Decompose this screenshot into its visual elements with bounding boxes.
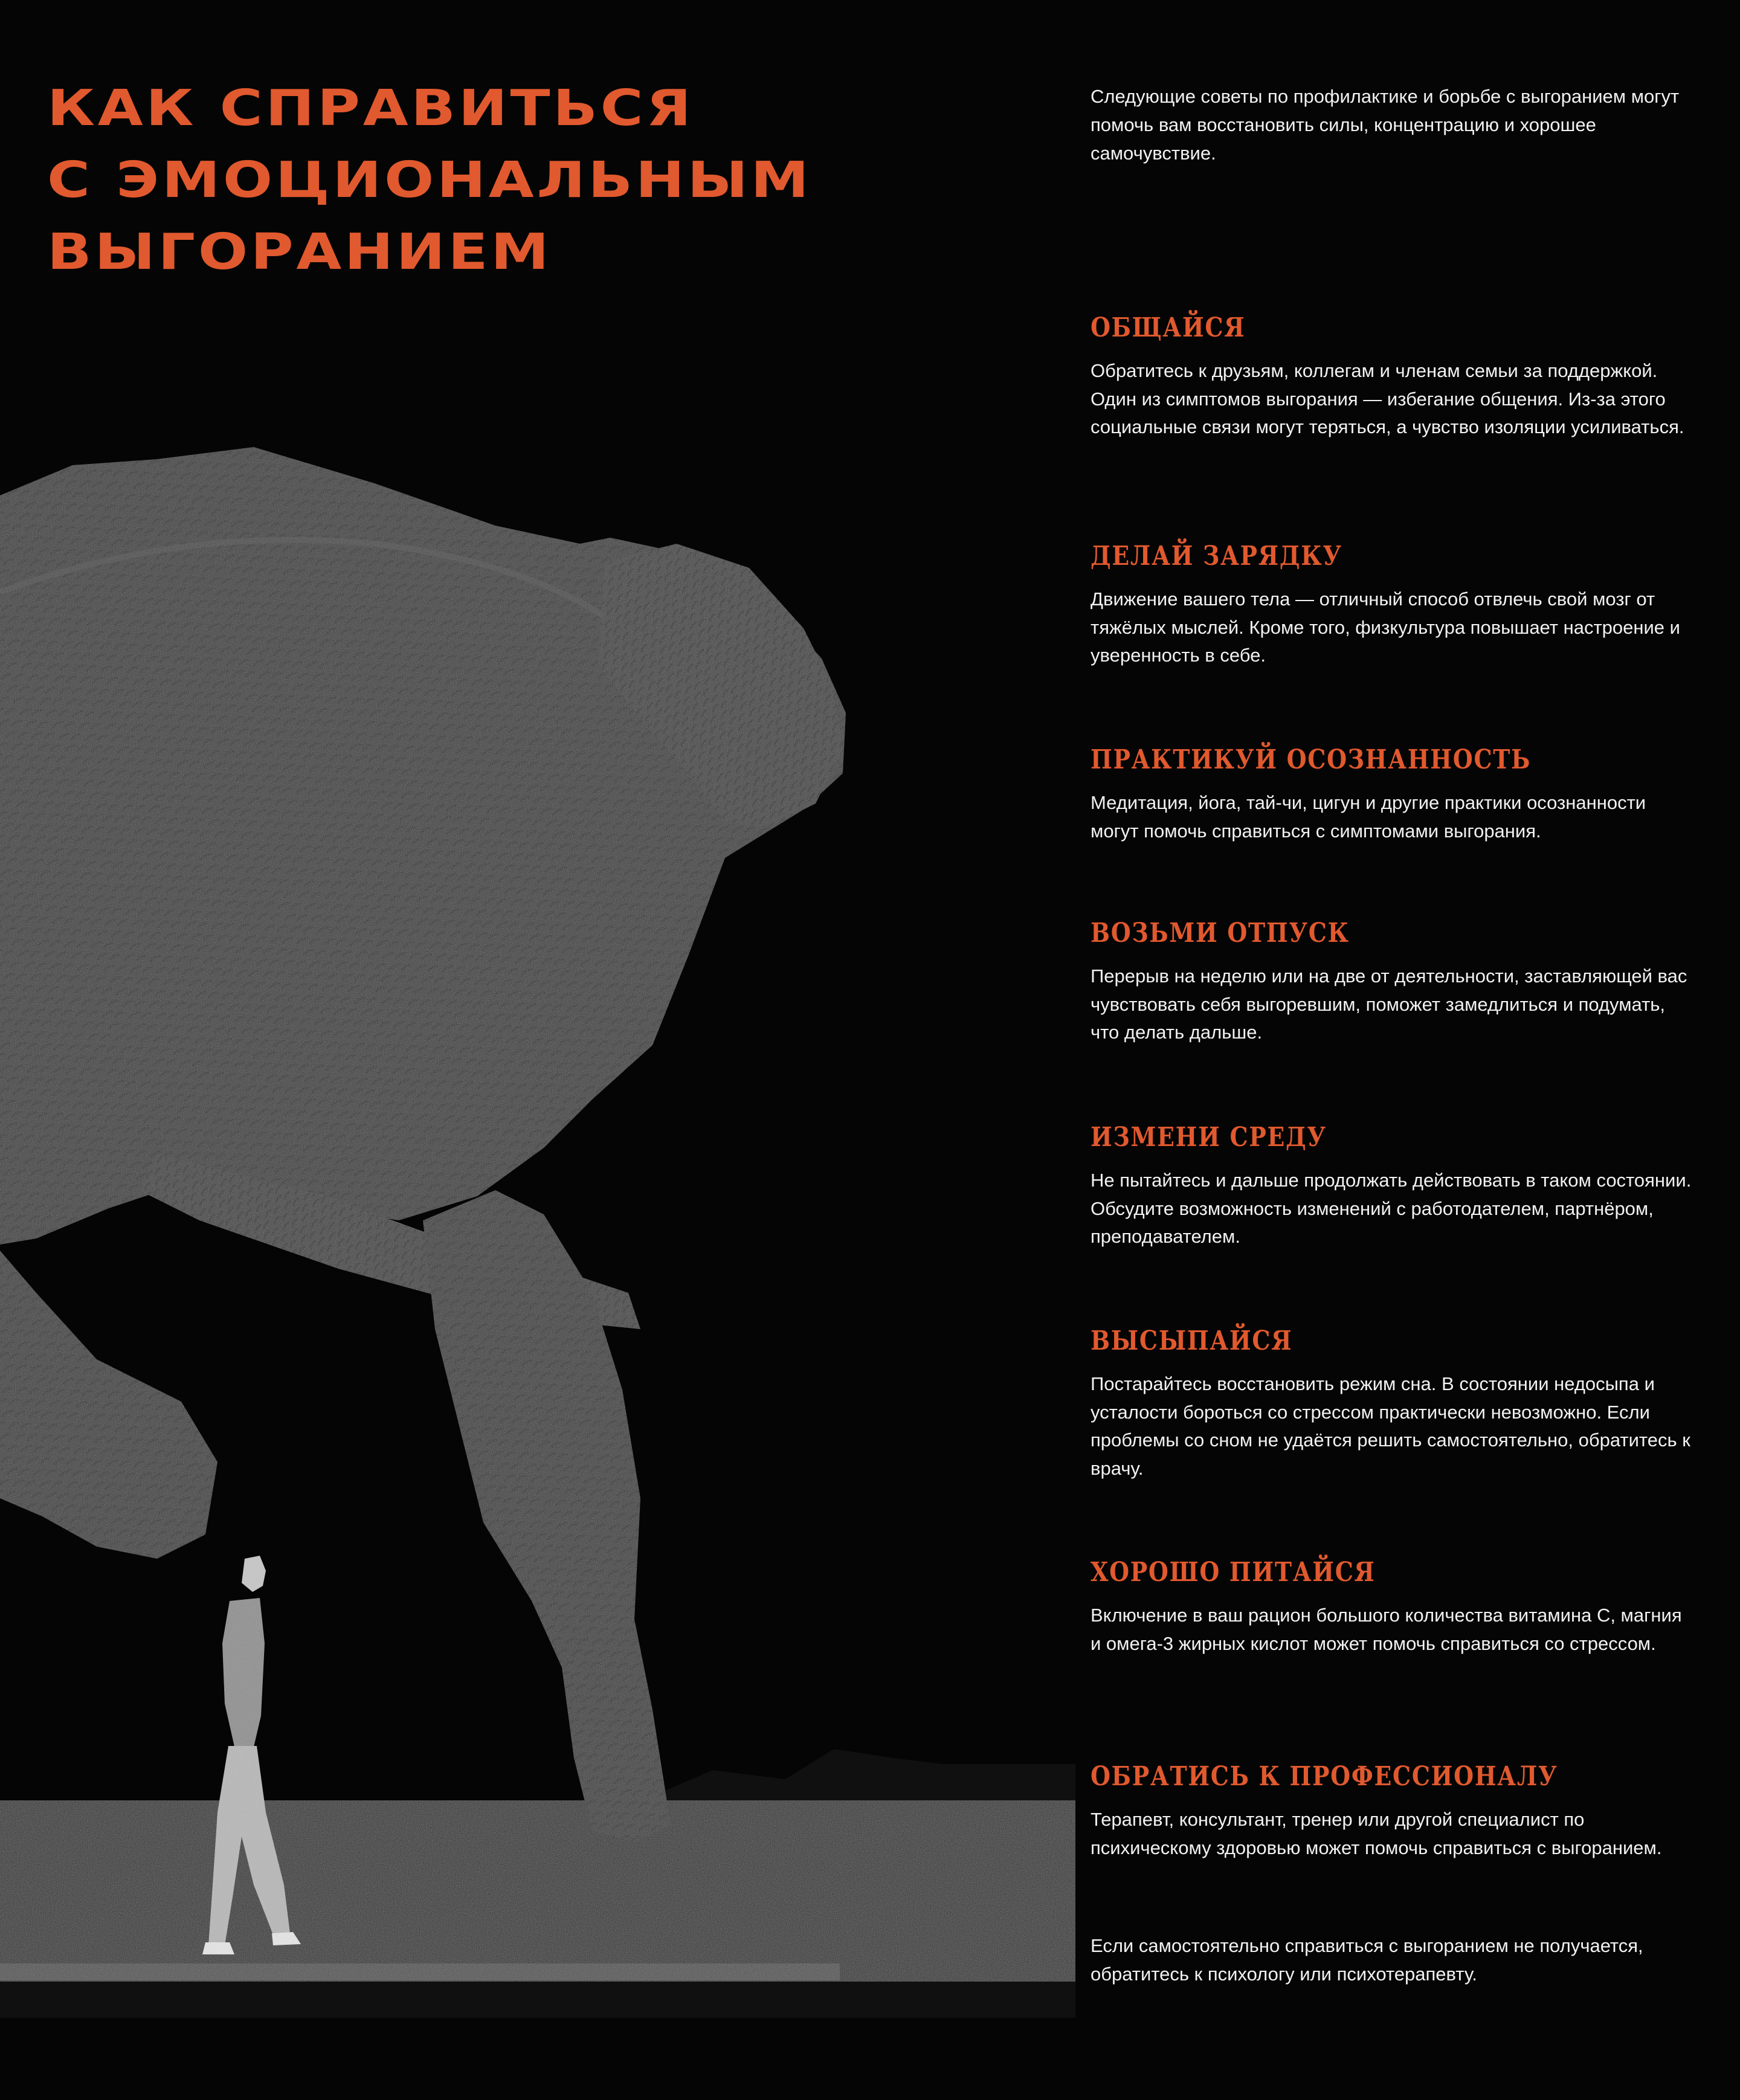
tip-nutrition (1091, 1556, 1695, 1658)
tip-heading: ОБРАТИСЬ К ПРОФЕССИОНАЛУ (1091, 1761, 1558, 1792)
giant-figure (0, 447, 846, 1843)
tip-communicate (1091, 311, 1695, 442)
ground (0, 1800, 1075, 1982)
tip-text: Включение в ваш рацион большого количества витамина С, магния и омега-3 жирных кислот может помочь справиться со стрессом. (1091, 1605, 1682, 1654)
tip-vacation (1091, 916, 1695, 1047)
ground-stripe (0, 1963, 840, 1980)
outro-text: Если самостоятельно справиться с выгоранием не получается, обратитесь к психологу или психотерапевту. (1091, 1935, 1643, 1985)
tip-heading: ДЕЛАЙ ЗАРЯДКУ (1091, 541, 1342, 572)
tip-heading: ОБЩАЙСЯ (1091, 312, 1246, 343)
tip-heading: ХОРОШО ПИТАЙСЯ (1091, 1557, 1376, 1588)
tip-text: Терапевт, консультант, тренер или другой специалист по психическому здоровью может помочь справиться с выгоранием. (1091, 1809, 1662, 1858)
title-line-3: ВЫГОРАНИЕМ (47, 224, 552, 281)
tip-text: Постарайтесь восстановить режим сна. В состоянии недосыпа и усталости бороться со стрессом практически невозможно. Если проблемы со сном не удаётся решить самостоятельно, обратитесь к врачу. (1091, 1373, 1690, 1479)
title-line-1: КАК СПРАВИТЬСЯ (47, 80, 694, 137)
illustration (0, 435, 1075, 2018)
tip-heading: ПРАКТИКУЙ ОСОЗНАННОСТЬ (1091, 744, 1532, 775)
tip-professional (1091, 1760, 1695, 1862)
tip-text: Обратитесь к друзьям, коллегам и членам семьи за поддержкой. Один из симптомов выгорания — избегание общения. Из-за этого социальные связи могут теряться, а чувство изоляции усиливаться. (1091, 360, 1684, 437)
giant-illustration (0, 435, 1075, 2018)
tip-text: Движение вашего тела — отличный способ отвлечь свой мозг от тяжёлых мыслей. Кроме того, физкультура повышает настроение и уверенность в себе. (1091, 588, 1680, 666)
tip-exercise (1091, 539, 1695, 670)
tip-heading: ИЗМЕНИ СРЕДУ (1091, 1122, 1327, 1153)
tip-text: Медитация, йога, тай-чи, цигун и другие практики осознанности могут помочь справиться с симптомами выгорания. (1091, 792, 1646, 842)
tip-mindfulness (1091, 743, 1695, 845)
tip-text: Не пытайтесь и дальше продолжать действовать в таком состоянии. Обсудите возможность изменений с работодателем, партнёром, преподавателем. (1091, 1170, 1692, 1247)
title-line-2: С ЭМОЦИОНАЛЬНЫМ (47, 152, 812, 209)
intro-text: Следующие советы по профилактике и борьбе с выгоранием могут помочь вам восстановить силы, концентрацию и хорошее самочувствие. (1091, 86, 1680, 164)
tip-heading: ВОЗЬМИ ОТПУСК (1091, 918, 1350, 949)
tip-text: Перерыв на неделю или на две от деятельности, заставляющей вас чувствовать себя выгоревшим, поможет замедлиться и подумать, что делать дальше. (1091, 965, 1687, 1043)
tip-sleep (1091, 1324, 1695, 1483)
tip-heading: ВЫСЫПАЙСЯ (1091, 1325, 1293, 1356)
tip-change-environment (1091, 1121, 1695, 1251)
page-title (47, 72, 903, 288)
